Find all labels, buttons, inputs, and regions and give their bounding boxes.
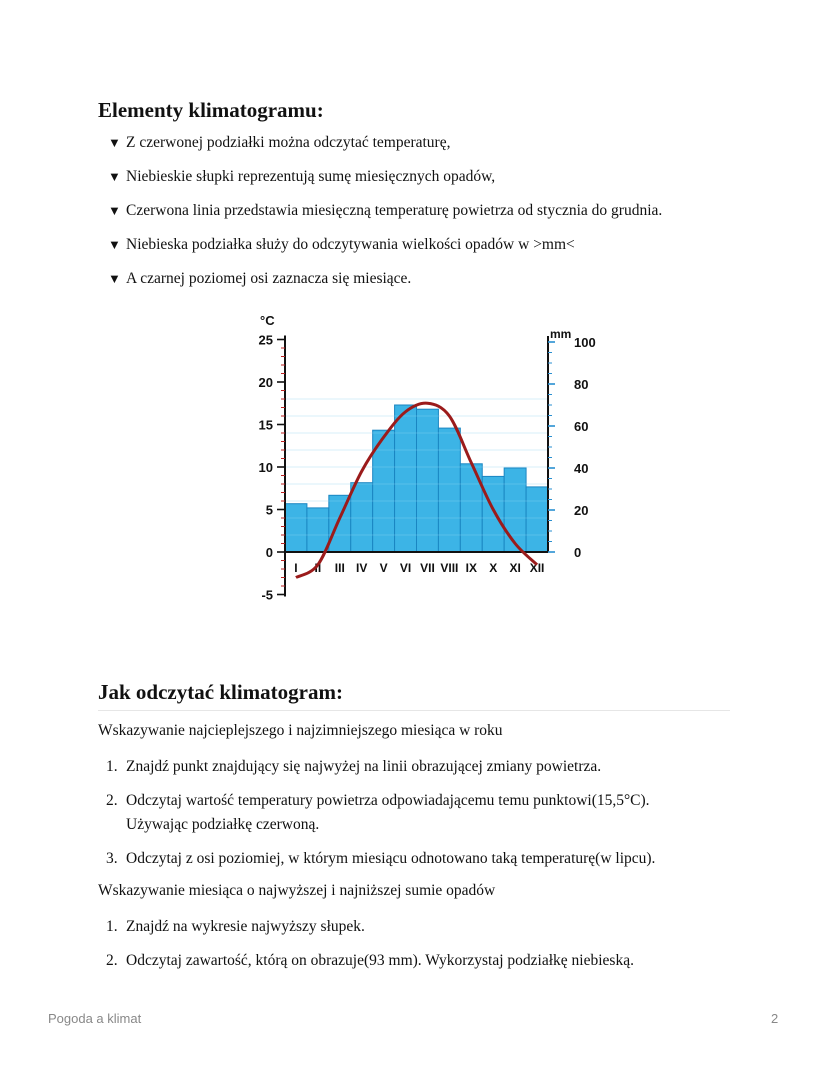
list-item: 2. Odczytaj zawartość, którą on obrazuje(93 mm). Wykorzystaj podziałkę niebieską. [106,952,634,969]
page-number: 2 [771,1011,779,1026]
left-tick-label: 15 [258,417,273,433]
right-tick-label: 60 [574,419,589,434]
elements-bullet-list [108,133,662,303]
precipitation-bar [285,504,307,552]
triangle-bullet-icon: ▼ [108,271,121,286]
list-item: ▼ Niebieska podziałka służy do odczytywania wielkości opadów w >mm< [108,236,575,253]
footer-title: Pogoda a klimat [48,1011,142,1026]
precipitation-bar [417,409,439,552]
triangle-bullet-icon: ▼ [108,135,121,150]
month-label: IV [356,561,368,575]
list-item: 2. Odczytaj wartość temperatury powietrza odpowiadającemu temu punktowi(15,5°C). Używając podziałkę czerwoną. [106,792,650,833]
month-label: V [379,561,388,575]
left-tick-label: 0 [265,545,273,560]
list-item: 1. Znajdź punkt znajdujący się najwyżej na linii obrazującej zmiany powietrza. [106,758,602,775]
triangle-bullet-icon: ▼ [108,169,121,184]
list-item: 1. Znajdź na wykresie najwyższy słupek. [106,918,365,935]
precipitation-bar [438,428,460,552]
left-tick-label: 5 [265,502,273,518]
month-label: II [314,561,322,575]
month-label: XII [529,561,545,575]
list-item: ▼ Czerwona linia przedstawia miesięczną temperaturę powietrza od stycznia do grudnia. [108,202,663,219]
right-axis-unit: mm [550,327,572,341]
list-item: ▼ A czarnej poziomej osi zaznacza się miesiące. [108,270,412,287]
right-tick-label: 20 [574,503,589,518]
month-label: IX [465,561,477,575]
month-label: XI [509,561,521,575]
month-label: VII [420,561,435,575]
month-label: X [489,561,498,575]
month-label: III [334,561,345,575]
left-tick-label: 25 [258,332,273,348]
left-tick-label: -5 [261,587,273,603]
month-label: VI [399,561,412,575]
list-item: ▼ Z czerwonej podziałki można odczytać temperaturę, [108,134,451,151]
list-item: ▼ Niebieskie słupki reprezentują sumę miesięcznych opadów, [108,168,496,185]
triangle-bullet-icon: ▼ [108,203,121,218]
right-tick-label: 40 [574,461,589,476]
precipitation-bar [395,405,417,552]
intro-temperature: Wskazywanie najcieplejszego i najzimniejszego miesiąca w roku [98,722,503,739]
left-tick-label: 10 [258,460,273,475]
precipitation-bar [307,508,329,552]
intro-precipitation: Wskazywanie miesiąca o najwyższej i najniższej sumie opadów [98,882,496,899]
triangle-bullet-icon: ▼ [108,237,121,252]
section-heading-elements: Elementy klimatogramu: [98,98,324,122]
month-label: I [294,561,298,575]
precipitation-bar [351,483,373,552]
precipitation-bar [504,468,526,552]
precipitation-steps-list [106,915,634,983]
heading-divider [98,710,730,711]
right-tick-label: 0 [574,545,582,560]
section-heading-howto: Jak odczytać klimatogram: [98,680,343,704]
precipitation-bar [482,476,504,552]
right-tick-label: 80 [574,377,589,392]
precipitation-bar [526,487,548,552]
month-label: VIII [440,561,459,575]
list-item: 3. Odczytaj z osi poziomiej, w którym miesiącu odnotowano taką temperaturę(w lipcu). [106,850,656,867]
climatogram-chart [230,310,600,610]
temperature-steps-list [106,755,655,881]
right-tick-label: 100 [574,335,596,350]
left-axis-unit: °C [260,313,275,328]
left-tick-label: 20 [258,375,273,390]
